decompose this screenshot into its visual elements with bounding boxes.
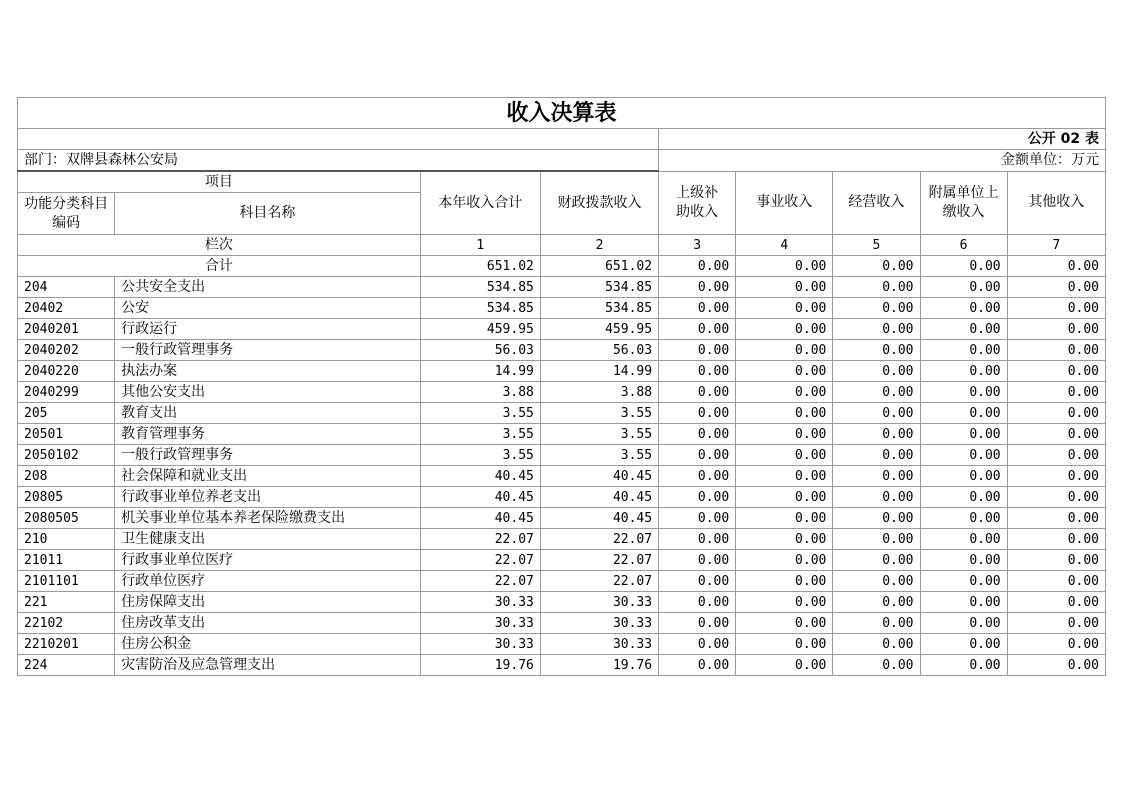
table-row bbox=[18, 382, 1106, 403]
table-row bbox=[18, 550, 1106, 571]
amount-cell: 0.00 bbox=[736, 487, 833, 508]
table-row bbox=[18, 319, 1106, 340]
table-row bbox=[18, 340, 1106, 361]
amount-cell: 534.85 bbox=[420, 298, 540, 319]
table-row bbox=[18, 424, 1106, 445]
table-row bbox=[18, 403, 1106, 424]
column-number-label: 栏次 bbox=[18, 235, 421, 256]
function-code-cell: 2101101 bbox=[18, 571, 115, 592]
subject-name-cell: 住房公积金 bbox=[115, 634, 421, 655]
function-code-cell: 2040220 bbox=[18, 361, 115, 382]
spacer bbox=[18, 129, 659, 150]
header-affiliated-income: 附属单位上缴收入 bbox=[920, 171, 1007, 235]
header-business-income: 事业收入 bbox=[736, 171, 833, 235]
total-value: 0.00 bbox=[736, 256, 833, 277]
amount-cell: 0.00 bbox=[833, 655, 920, 676]
amount-cell: 0.00 bbox=[736, 361, 833, 382]
subject-name-cell: 行政单位医疗 bbox=[115, 571, 421, 592]
subject-name-cell: 机关事业单位基本养老保险缴费支出 bbox=[115, 508, 421, 529]
amount-cell: 0.00 bbox=[736, 466, 833, 487]
subject-name-cell: 行政事业单位养老支出 bbox=[115, 487, 421, 508]
amount-cell: 0.00 bbox=[833, 403, 920, 424]
amount-cell: 0.00 bbox=[920, 634, 1007, 655]
amount-cell: 3.55 bbox=[540, 424, 658, 445]
amount-cell: 0.00 bbox=[920, 592, 1007, 613]
amount-cell: 0.00 bbox=[833, 613, 920, 634]
amount-cell: 22.07 bbox=[420, 550, 540, 571]
amount-cell: 0.00 bbox=[1007, 403, 1105, 424]
table-row bbox=[18, 529, 1106, 550]
amount-cell: 0.00 bbox=[659, 319, 736, 340]
amount-cell: 19.76 bbox=[540, 655, 658, 676]
amount-cell: 0.00 bbox=[833, 382, 920, 403]
function-code-cell: 2080505 bbox=[18, 508, 115, 529]
amount-cell: 0.00 bbox=[1007, 340, 1105, 361]
subject-name-cell: 社会保障和就业支出 bbox=[115, 466, 421, 487]
amount-cell: 0.00 bbox=[920, 571, 1007, 592]
subject-name-cell: 公共安全支出 bbox=[115, 277, 421, 298]
table-row bbox=[18, 445, 1106, 466]
amount-cell: 3.88 bbox=[420, 382, 540, 403]
amount-cell: 0.00 bbox=[659, 571, 736, 592]
function-code-cell: 22102 bbox=[18, 613, 115, 634]
table-title: 收入决算表 bbox=[18, 98, 1106, 129]
amount-cell: 0.00 bbox=[833, 277, 920, 298]
amount-cell: 0.00 bbox=[920, 361, 1007, 382]
amount-cell: 0.00 bbox=[1007, 487, 1105, 508]
subject-name-cell: 公安 bbox=[115, 298, 421, 319]
total-value: 0.00 bbox=[920, 256, 1007, 277]
function-code-cell: 2040202 bbox=[18, 340, 115, 361]
amount-cell: 0.00 bbox=[659, 361, 736, 382]
column-number: 2 bbox=[540, 235, 658, 256]
table-row bbox=[18, 487, 1106, 508]
amount-cell: 0.00 bbox=[659, 340, 736, 361]
table-row bbox=[18, 571, 1106, 592]
amount-cell: 0.00 bbox=[920, 487, 1007, 508]
amount-cell: 0.00 bbox=[920, 340, 1007, 361]
subject-name-cell: 行政事业单位医疗 bbox=[115, 550, 421, 571]
header-subject-name: 科目名称 bbox=[115, 193, 421, 235]
amount-cell: 0.00 bbox=[920, 319, 1007, 340]
amount-cell: 0.00 bbox=[833, 298, 920, 319]
amount-cell: 0.00 bbox=[659, 445, 736, 466]
amount-cell: 0.00 bbox=[833, 571, 920, 592]
amount-cell: 0.00 bbox=[1007, 550, 1105, 571]
amount-cell: 0.00 bbox=[1007, 529, 1105, 550]
amount-cell: 0.00 bbox=[920, 466, 1007, 487]
amount-cell: 3.55 bbox=[540, 403, 658, 424]
table-row bbox=[18, 634, 1106, 655]
amount-cell: 0.00 bbox=[1007, 508, 1105, 529]
amount-cell: 0.00 bbox=[833, 319, 920, 340]
amount-cell: 0.00 bbox=[659, 382, 736, 403]
amount-cell: 0.00 bbox=[1007, 655, 1105, 676]
amount-cell: 0.00 bbox=[736, 592, 833, 613]
function-code-cell: 20805 bbox=[18, 487, 115, 508]
table-row bbox=[18, 466, 1106, 487]
amount-cell: 459.95 bbox=[420, 319, 540, 340]
column-number: 3 bbox=[659, 235, 736, 256]
total-value: 0.00 bbox=[1007, 256, 1105, 277]
amount-cell: 0.00 bbox=[1007, 361, 1105, 382]
amount-cell: 0.00 bbox=[920, 655, 1007, 676]
form-number: 公开 02 表 bbox=[659, 129, 1106, 150]
amount-cell: 0.00 bbox=[833, 445, 920, 466]
column-number-row bbox=[18, 235, 1106, 256]
amount-cell: 459.95 bbox=[540, 319, 658, 340]
amount-cell: 22.07 bbox=[420, 529, 540, 550]
amount-cell: 0.00 bbox=[833, 634, 920, 655]
function-code-cell: 204 bbox=[18, 277, 115, 298]
amount-cell: 0.00 bbox=[1007, 466, 1105, 487]
amount-cell: 40.45 bbox=[420, 466, 540, 487]
subject-name-cell: 住房改革支出 bbox=[115, 613, 421, 634]
title-row bbox=[18, 98, 1106, 129]
amount-cell: 3.55 bbox=[420, 445, 540, 466]
subject-name-cell: 住房保障支出 bbox=[115, 592, 421, 613]
amount-cell: 0.00 bbox=[1007, 424, 1105, 445]
subject-name-cell: 一般行政管理事务 bbox=[115, 445, 421, 466]
amount-cell: 0.00 bbox=[736, 613, 833, 634]
amount-cell: 14.99 bbox=[420, 361, 540, 382]
amount-cell: 0.00 bbox=[736, 382, 833, 403]
total-label: 合计 bbox=[18, 256, 421, 277]
amount-unit-label: 金额单位：万元 bbox=[659, 150, 1106, 172]
amount-cell: 0.00 bbox=[920, 277, 1007, 298]
function-code-cell: 205 bbox=[18, 403, 115, 424]
form-number-row bbox=[18, 129, 1106, 150]
subject-name-cell: 教育管理事务 bbox=[115, 424, 421, 445]
header-total-income: 本年收入合计 bbox=[420, 171, 540, 235]
subject-name-cell: 灾害防治及应急管理支出 bbox=[115, 655, 421, 676]
total-value: 651.02 bbox=[540, 256, 658, 277]
function-code-cell: 20402 bbox=[18, 298, 115, 319]
table-row bbox=[18, 298, 1106, 319]
subject-name-cell: 其他公安支出 bbox=[115, 382, 421, 403]
amount-cell: 0.00 bbox=[736, 655, 833, 676]
total-row bbox=[18, 256, 1106, 277]
total-value: 651.02 bbox=[420, 256, 540, 277]
amount-cell: 0.00 bbox=[833, 424, 920, 445]
amount-cell: 0.00 bbox=[833, 487, 920, 508]
amount-cell: 0.00 bbox=[736, 445, 833, 466]
amount-cell: 22.07 bbox=[540, 550, 658, 571]
amount-cell: 40.45 bbox=[540, 487, 658, 508]
amount-cell: 0.00 bbox=[920, 508, 1007, 529]
amount-cell: 0.00 bbox=[736, 634, 833, 655]
table-row bbox=[18, 613, 1106, 634]
header-operating-income: 经营收入 bbox=[833, 171, 920, 235]
total-value: 0.00 bbox=[659, 256, 736, 277]
amount-cell: 0.00 bbox=[659, 487, 736, 508]
table-row bbox=[18, 277, 1106, 298]
amount-cell: 0.00 bbox=[920, 403, 1007, 424]
amount-cell: 0.00 bbox=[736, 508, 833, 529]
column-number: 5 bbox=[833, 235, 920, 256]
amount-cell: 40.45 bbox=[540, 466, 658, 487]
amount-cell: 22.07 bbox=[540, 571, 658, 592]
amount-cell: 0.00 bbox=[659, 424, 736, 445]
amount-cell: 56.03 bbox=[540, 340, 658, 361]
amount-cell: 19.76 bbox=[420, 655, 540, 676]
amount-cell: 0.00 bbox=[920, 613, 1007, 634]
function-code-cell: 2040299 bbox=[18, 382, 115, 403]
function-code-cell: 224 bbox=[18, 655, 115, 676]
subject-name-cell: 行政运行 bbox=[115, 319, 421, 340]
amount-cell: 30.33 bbox=[420, 634, 540, 655]
amount-cell: 3.88 bbox=[540, 382, 658, 403]
amount-cell: 0.00 bbox=[1007, 445, 1105, 466]
function-code-cell: 21011 bbox=[18, 550, 115, 571]
amount-cell: 0.00 bbox=[833, 592, 920, 613]
function-code-cell: 208 bbox=[18, 466, 115, 487]
amount-cell: 0.00 bbox=[736, 298, 833, 319]
amount-cell: 40.45 bbox=[420, 508, 540, 529]
amount-cell: 0.00 bbox=[736, 424, 833, 445]
table-row bbox=[18, 508, 1106, 529]
column-number: 6 bbox=[920, 235, 1007, 256]
amount-cell: 0.00 bbox=[920, 424, 1007, 445]
function-code-cell: 20501 bbox=[18, 424, 115, 445]
amount-cell: 0.00 bbox=[736, 277, 833, 298]
function-code-cell: 210 bbox=[18, 529, 115, 550]
amount-cell: 534.85 bbox=[420, 277, 540, 298]
subject-name-cell: 一般行政管理事务 bbox=[115, 340, 421, 361]
amount-cell: 0.00 bbox=[659, 613, 736, 634]
column-number: 1 bbox=[420, 235, 540, 256]
amount-cell: 0.00 bbox=[833, 340, 920, 361]
amount-cell: 22.07 bbox=[420, 571, 540, 592]
amount-cell: 30.33 bbox=[540, 613, 658, 634]
amount-cell: 0.00 bbox=[736, 550, 833, 571]
amount-cell: 0.00 bbox=[1007, 382, 1105, 403]
amount-cell: 0.00 bbox=[833, 466, 920, 487]
amount-cell: 0.00 bbox=[1007, 277, 1105, 298]
amount-cell: 30.33 bbox=[540, 592, 658, 613]
amount-cell: 0.00 bbox=[659, 550, 736, 571]
department-label: 部门：双牌县森林公安局 bbox=[18, 150, 659, 172]
amount-cell: 0.00 bbox=[659, 403, 736, 424]
amount-cell: 0.00 bbox=[1007, 298, 1105, 319]
amount-cell: 0.00 bbox=[659, 529, 736, 550]
function-code-cell: 221 bbox=[18, 592, 115, 613]
amount-cell: 0.00 bbox=[659, 655, 736, 676]
column-number: 7 bbox=[1007, 235, 1105, 256]
header-row-1 bbox=[18, 171, 1106, 193]
amount-cell: 0.00 bbox=[920, 298, 1007, 319]
function-code-cell: 2040201 bbox=[18, 319, 115, 340]
amount-cell: 22.07 bbox=[540, 529, 658, 550]
amount-cell: 0.00 bbox=[736, 529, 833, 550]
amount-cell: 0.00 bbox=[659, 277, 736, 298]
amount-cell: 0.00 bbox=[659, 592, 736, 613]
amount-cell: 40.45 bbox=[540, 508, 658, 529]
amount-cell: 534.85 bbox=[540, 298, 658, 319]
amount-cell: 0.00 bbox=[736, 403, 833, 424]
amount-cell: 30.33 bbox=[420, 592, 540, 613]
amount-cell: 0.00 bbox=[1007, 571, 1105, 592]
amount-cell: 0.00 bbox=[736, 571, 833, 592]
amount-cell: 0.00 bbox=[833, 508, 920, 529]
amount-cell: 0.00 bbox=[833, 550, 920, 571]
amount-cell: 0.00 bbox=[833, 361, 920, 382]
amount-cell: 30.33 bbox=[540, 634, 658, 655]
amount-cell: 0.00 bbox=[1007, 634, 1105, 655]
header-superior-subsidy: 上级补助收入 bbox=[659, 171, 736, 235]
total-value: 0.00 bbox=[833, 256, 920, 277]
amount-cell: 534.85 bbox=[540, 277, 658, 298]
amount-cell: 3.55 bbox=[420, 424, 540, 445]
subject-name-cell: 执法办案 bbox=[115, 361, 421, 382]
amount-cell: 3.55 bbox=[540, 445, 658, 466]
subject-name-cell: 教育支出 bbox=[115, 403, 421, 424]
amount-cell: 0.00 bbox=[920, 382, 1007, 403]
amount-cell: 14.99 bbox=[540, 361, 658, 382]
amount-cell: 0.00 bbox=[920, 550, 1007, 571]
income-final-accounts-table bbox=[17, 97, 1106, 676]
amount-cell: 0.00 bbox=[659, 298, 736, 319]
header-item: 项目 bbox=[18, 171, 421, 193]
amount-cell: 56.03 bbox=[420, 340, 540, 361]
amount-cell: 0.00 bbox=[659, 466, 736, 487]
table-row bbox=[18, 361, 1106, 382]
function-code-cell: 2210201 bbox=[18, 634, 115, 655]
header-other-income: 其他收入 bbox=[1007, 171, 1105, 235]
amount-cell: 0.00 bbox=[1007, 319, 1105, 340]
amount-cell: 0.00 bbox=[833, 529, 920, 550]
amount-cell: 3.55 bbox=[420, 403, 540, 424]
amount-cell: 0.00 bbox=[736, 340, 833, 361]
meta-row bbox=[18, 150, 1106, 172]
amount-cell: 0.00 bbox=[920, 445, 1007, 466]
column-number: 4 bbox=[736, 235, 833, 256]
amount-cell: 30.33 bbox=[420, 613, 540, 634]
table-row bbox=[18, 655, 1106, 676]
amount-cell: 0.00 bbox=[1007, 592, 1105, 613]
header-fiscal-appropriation: 财政拨款收入 bbox=[540, 171, 658, 235]
table-row bbox=[18, 592, 1106, 613]
subject-name-cell: 卫生健康支出 bbox=[115, 529, 421, 550]
amount-cell: 0.00 bbox=[736, 319, 833, 340]
amount-cell: 0.00 bbox=[1007, 613, 1105, 634]
amount-cell: 0.00 bbox=[659, 634, 736, 655]
amount-cell: 0.00 bbox=[920, 529, 1007, 550]
amount-cell: 0.00 bbox=[659, 508, 736, 529]
header-function-code: 功能分类科目编码 bbox=[18, 193, 115, 235]
amount-cell: 40.45 bbox=[420, 487, 540, 508]
function-code-cell: 2050102 bbox=[18, 445, 115, 466]
